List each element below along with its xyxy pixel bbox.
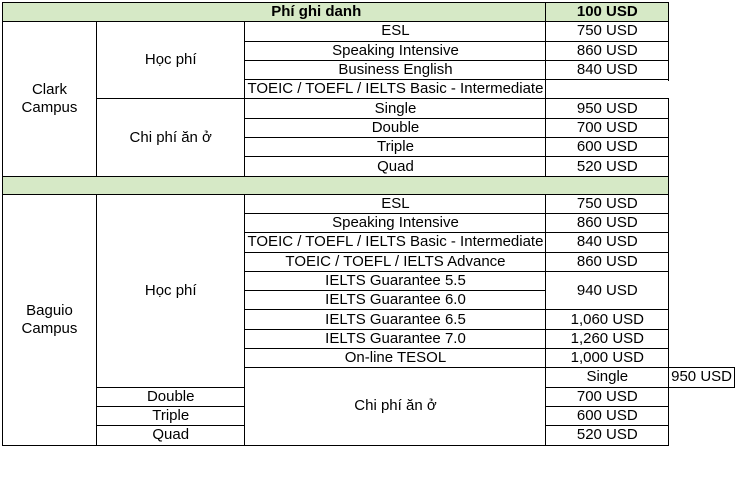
course-price: 1,060 USD xyxy=(546,310,669,329)
course-name: IELTS Guarantee 7.0 xyxy=(245,329,546,348)
room-type: Single xyxy=(245,99,546,118)
table-row xyxy=(3,194,735,213)
clark-tuition-label: Học phí xyxy=(96,22,245,99)
table-row xyxy=(3,22,735,41)
registration-fee-label-text: Phí ghi danh xyxy=(271,3,362,21)
course-name: IELTS Guarantee 6.0 xyxy=(245,291,546,310)
course-name: IELTS Guarantee 5.5 xyxy=(245,271,546,290)
fee-table xyxy=(2,2,735,446)
course-price: 750 USD xyxy=(546,22,669,41)
course-name: Speaking Intensive xyxy=(245,41,546,60)
room-type: Quad xyxy=(96,426,245,445)
course-name: ESL xyxy=(245,22,546,41)
course-name: On-line TESOL xyxy=(245,349,546,368)
course-price: 840 USD xyxy=(546,60,669,79)
room-type: Quad xyxy=(245,157,546,176)
course-name: TOEIC / TOEFL / IELTS Basic - Intermediate xyxy=(245,80,546,99)
room-type: Double xyxy=(96,387,245,406)
room-price: 700 USD xyxy=(546,118,669,137)
course-name: Speaking Intensive xyxy=(245,213,546,232)
baguio-tuition-label: Học phí xyxy=(96,194,245,387)
room-price: 600 USD xyxy=(546,406,669,425)
table-row xyxy=(3,99,735,118)
clark-housing-label: Chi phí ăn ở xyxy=(96,99,245,176)
room-price: 600 USD xyxy=(546,138,669,157)
course-price: 940 USD xyxy=(546,271,669,310)
header-row xyxy=(3,3,735,22)
course-name: TOEIC / TOEFL / IELTS Basic - Intermediate xyxy=(245,233,546,252)
room-price: 950 USD xyxy=(669,368,735,387)
course-price: 860 USD xyxy=(546,41,669,60)
course-name: Business English xyxy=(245,60,546,79)
room-price: 520 USD xyxy=(546,426,669,445)
room-type: Double xyxy=(245,118,546,137)
course-price: 1,000 USD xyxy=(546,349,669,368)
course-price: 750 USD xyxy=(546,194,669,213)
room-type: Triple xyxy=(245,138,546,157)
course-price: 1,260 USD xyxy=(546,329,669,348)
room-price: 520 USD xyxy=(546,157,669,176)
course-price: 860 USD xyxy=(546,252,669,271)
registration-fee-value: 100 USD xyxy=(546,3,669,22)
room-price: 950 USD xyxy=(546,99,669,118)
clark-campus-label: Clark Campus xyxy=(3,22,97,176)
course-price: 840 USD xyxy=(546,233,669,252)
baguio-campus-label: Baguio Campus xyxy=(3,194,97,445)
course-name: TOEIC / TOEFL / IELTS Advance xyxy=(245,252,546,271)
registration-fee-label xyxy=(3,3,546,22)
room-type: Triple xyxy=(96,406,245,425)
section-divider xyxy=(3,176,669,194)
room-price: 700 USD xyxy=(546,387,669,406)
course-name: IELTS Guarantee 6.5 xyxy=(245,310,546,329)
section-divider-row xyxy=(3,176,735,194)
course-name: ESL xyxy=(245,194,546,213)
course-price: 860 USD xyxy=(546,213,669,232)
baguio-housing-label: Chi phí ăn ở xyxy=(245,368,546,445)
room-type: Single xyxy=(546,368,669,387)
